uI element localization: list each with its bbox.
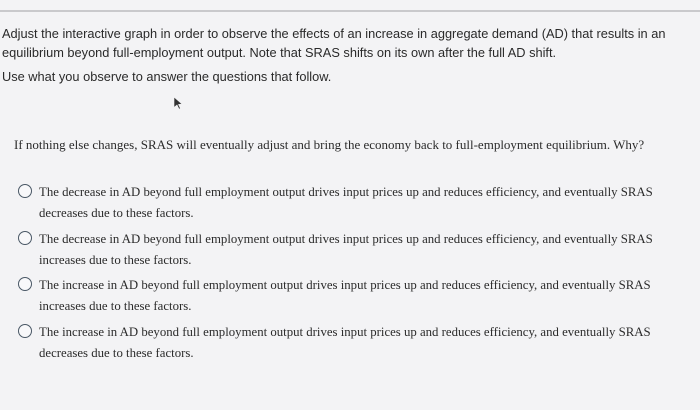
question-text: If nothing else changes, SRAS will eventually adjust and bring the economy back to full-employment equilibrium. Why?	[14, 137, 645, 152]
radio-button-2[interactable]	[18, 231, 32, 245]
instructions	[2, 24, 692, 86]
answer-option-2-label[interactable]: The decrease in AD beyond full employment output drives input prices up and reduces efficiency, and eventually SRAS increases due to these factors.	[39, 232, 653, 267]
answer-option-3-label[interactable]: The increase in AD beyond full employment output drives input prices up and reduces efficiency, and eventually SRAS increases due to these factors.	[39, 278, 651, 313]
cursor-arrow-icon	[172, 96, 184, 110]
radio-button-3[interactable]	[18, 277, 32, 291]
answer-option-4-label[interactable]: The increase in AD beyond full employment output drives input prices up and reduces efficiency, and eventually SRAS decreases due to these factors.	[39, 325, 651, 360]
top-divider	[0, 10, 700, 12]
answer-option-1-label[interactable]: The decrease in AD beyond full employment output drives input prices up and reduces efficiency, and eventually SRAS decreases due to these factors.	[39, 185, 653, 220]
instructions-followup: Use what you observe to answer the questions that follow.	[2, 69, 332, 84]
radio-button-1[interactable]	[18, 184, 32, 198]
radio-button-4[interactable]	[18, 324, 32, 338]
instructions-text: Adjust the interactive graph in order to observe the effects of an increase in aggregate demand (AD) that results in an equilibrium beyond full-employment output. Note that SRAS shifts on its own after the full AD shift.	[2, 26, 666, 60]
